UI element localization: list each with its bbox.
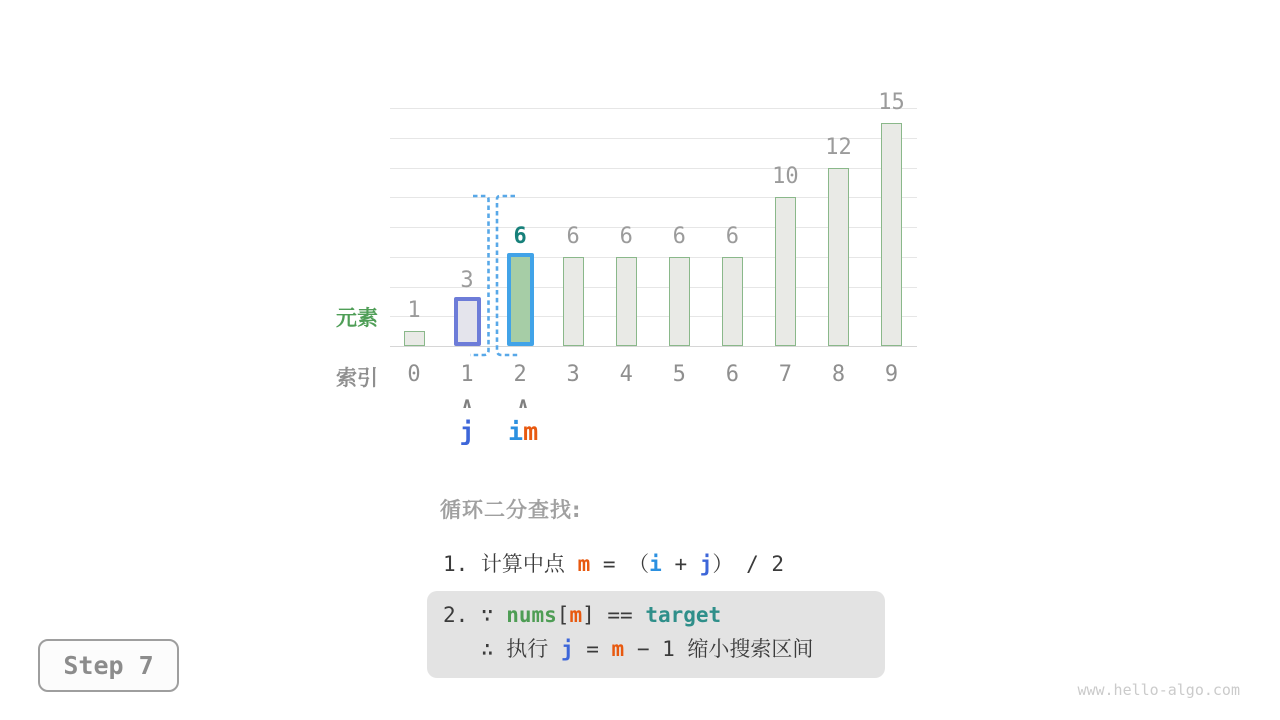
bar-value-label: 15 [878,89,905,115]
token-j: j [699,552,713,576]
token-body: 2. ∵ [443,603,507,627]
caption-heading: 循环二分查找: [440,498,582,522]
index-label: 2 [513,362,527,387]
bar-value-label: 6 [619,223,633,249]
token-body: （ [628,552,650,576]
token-m: m [523,417,539,446]
token-body: ∴ 执行 [481,637,561,661]
bar-value-label: 3 [460,268,474,294]
pointer-caret-icon: ∧ [517,394,530,412]
token-body: ） / 2 [712,552,784,576]
index-label: 8 [831,362,846,387]
index-label: 5 [672,362,686,387]
caption-step2-box [427,591,885,678]
token-m: m [577,552,591,576]
token-target: target [645,603,722,627]
index-row-label: 索引 [336,366,378,390]
token-body: = [590,552,629,576]
index-label: 0 [407,362,421,387]
array-bar-0 [404,331,425,346]
index-label: 6 [725,362,739,387]
index-label: 4 [619,362,633,387]
index-label: 7 [778,362,793,387]
token-body: 1. 计算中点 [443,552,578,576]
token-i: i [649,552,662,576]
token-j: j [459,417,475,446]
caption-step1-line [443,548,784,578]
token-body: [ [556,603,570,627]
index-label: 9 [884,362,899,387]
token-nums: nums [506,603,557,627]
watermark: www.hello-algo.com [1077,681,1240,699]
array-bar-3 [563,257,584,346]
bar-value-label: 10 [772,164,799,190]
token-body: − 1 缩小搜索区间 [624,637,814,661]
token-body: == [594,603,646,627]
token-m: m [569,603,583,627]
element-row-label: 元素 [336,306,378,330]
pointer-label-im [483,417,563,446]
bar-value-label: 1 [407,298,421,324]
gridline [390,108,917,109]
token-i: i [508,417,524,446]
array-bar-6 [722,257,743,346]
token-m: m [611,637,625,661]
array-bar-4 [616,257,637,346]
bar-value-label: 6 [566,223,580,249]
token-j: j [560,637,574,661]
array-bar-7 [775,197,796,346]
index-label: 1 [460,362,474,387]
index-label: 3 [566,362,580,387]
array-bar-8 [828,168,849,347]
midpoint-gap-bracket-icon [460,190,530,362]
array-bar-5 [669,257,690,346]
caption-step2-line2 [443,636,885,662]
token-body: + [661,552,700,576]
bar-value-label: 12 [825,134,852,160]
bar-value-label: 6 [725,223,739,249]
token-body: ] [582,603,595,627]
caption-step2-line1 [443,602,885,628]
token-body: = [573,637,612,661]
step-badge: Step 7 [38,639,179,692]
bar-value-label: 6 [513,223,527,249]
bar-value-label: 6 [672,223,686,249]
pointer-caret-icon: ∧ [460,394,474,412]
array-bar-9 [881,123,902,346]
